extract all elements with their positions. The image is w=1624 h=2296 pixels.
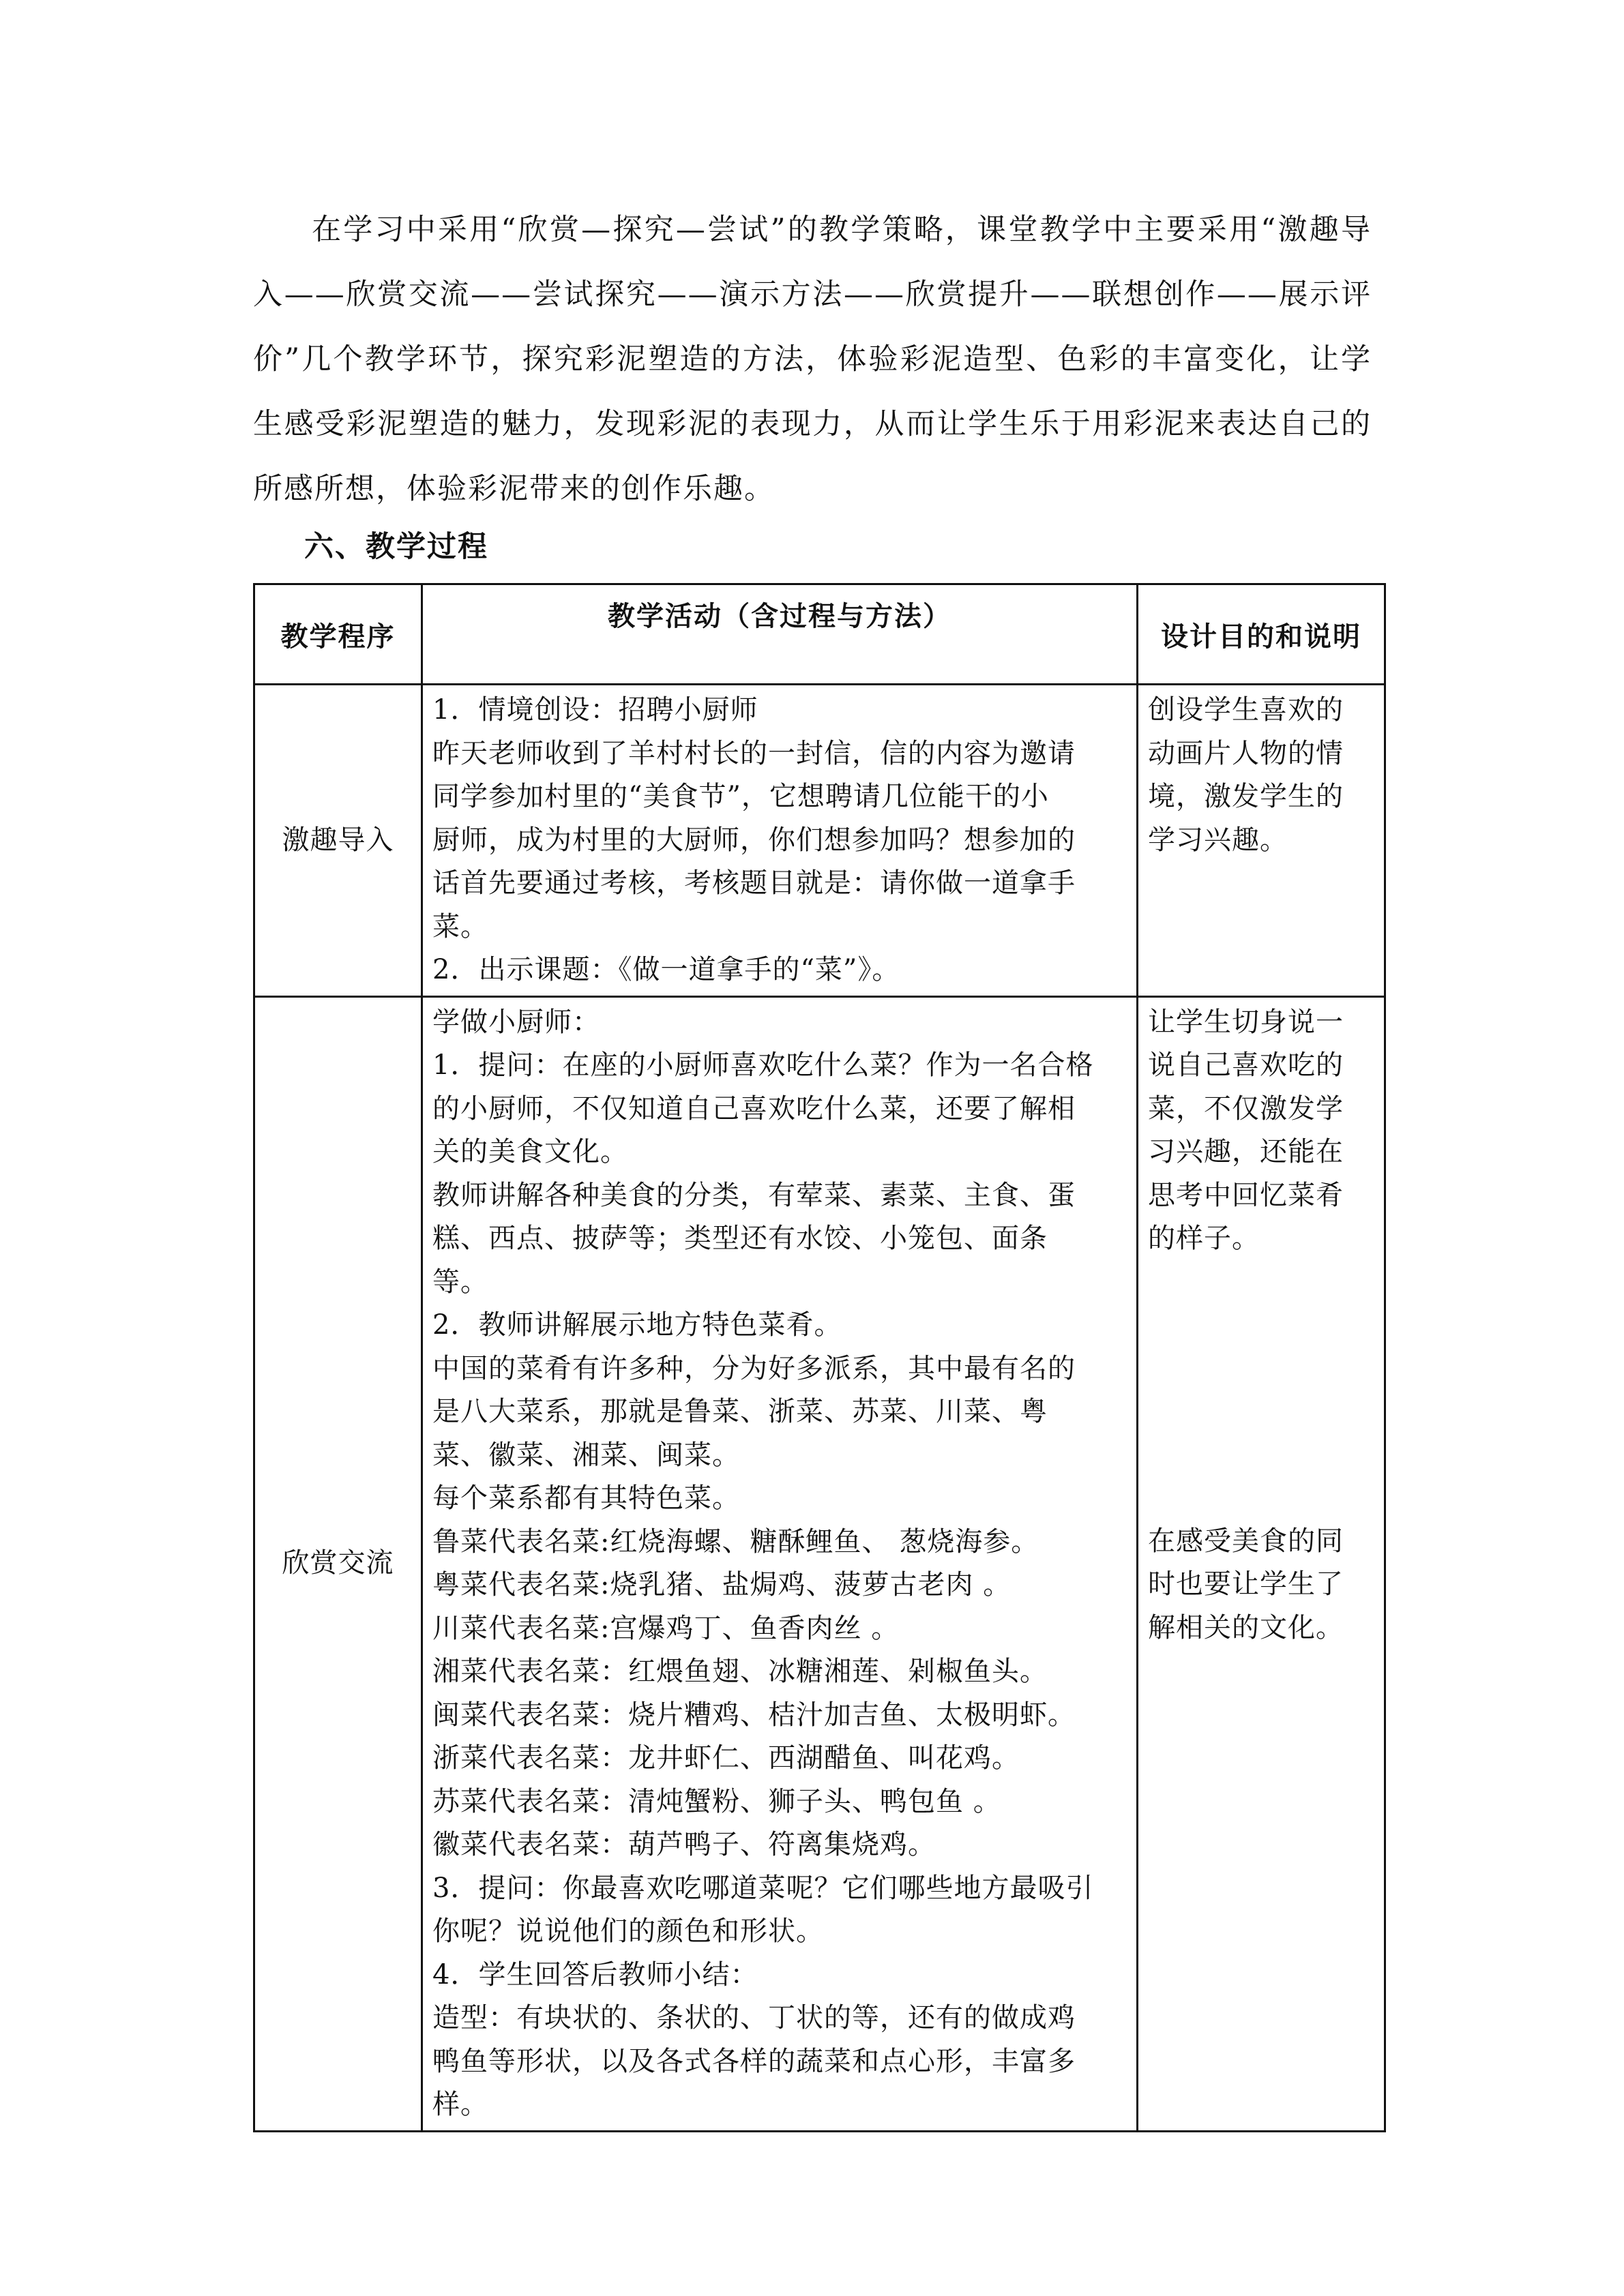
purpose-cell [1138, 996, 1385, 2131]
activity-line: 菜、徽菜、湘菜、闽菜。 [432, 1439, 740, 1471]
activity-line: 鲁菜代表名菜:红烧海螺、糖酥鲤鱼、 葱烧海参。 [432, 1525, 1039, 1557]
header-purpose: 设计目的和说明 [1138, 584, 1385, 685]
table-header-row [254, 584, 1385, 685]
purpose-line: 解相关的文化。 [1148, 1611, 1344, 1643]
activity-line: 糕、西点、披萨等；类型还有水饺、小笼包、面条 [432, 1223, 1048, 1254]
activity-line: 徽菜代表名菜：葫芦鸭子、符离集烧鸡。 [432, 1829, 936, 1860]
activity-line: 是八大菜系，那就是鲁菜、浙菜、苏菜、川菜、粤 [432, 1396, 1048, 1427]
table-row [254, 685, 1385, 997]
activity-line: 你呢？说说他们的颜色和形状。 [432, 1915, 824, 1947]
activity-line: 昨天老师收到了羊村村长的一封信，信的内容为邀请 [432, 737, 1076, 769]
purpose-line: 时也要让学生了 [1148, 1568, 1344, 1600]
header-activity: 教学活动（含过程与方法） [422, 584, 1138, 685]
activity-line: 菜。 [432, 910, 488, 942]
activity-line: 湘菜代表名菜：红煨鱼翅、冰糖湘莲、剁椒鱼头。 [432, 1656, 1048, 1687]
activity-cell [422, 685, 1138, 997]
activity-line: 同学参加村里的“美食节”，它想聘请几位能干的小 [432, 781, 1049, 812]
purpose-line: 思考中回忆菜肴 [1148, 1179, 1344, 1211]
purpose-line: 在感受美食的同 [1148, 1525, 1344, 1557]
activity-line: 苏菜代表名菜：清炖蟹粉、狮子头、鸭包鱼 。 [432, 1785, 1001, 1817]
activity-line: 粤菜代表名菜:烧乳猪、盐焗鸡、菠萝古老肉 。 [432, 1569, 1012, 1600]
activity-cell [422, 996, 1138, 2131]
activity-line: 2．教师讲解展示地方特色菜肴。 [432, 1309, 842, 1341]
activity-line: 3．提问：你最喜欢吃哪道菜呢？它们哪些地方最吸引 [432, 1872, 1094, 1904]
purpose-line: 学习兴趣。 [1148, 824, 1288, 856]
activity-line: 川菜代表名菜:宫爆鸡丁、鱼香肉丝 。 [432, 1612, 900, 1644]
activity-line: 样。 [432, 2089, 488, 2120]
activity-line: 1．情境创设：招聘小厨师 [432, 694, 758, 726]
purpose-line: 习兴趣，还能在 [1148, 1136, 1344, 1167]
intro-paragraph: 在学习中采用“欣赏—探究—尝试”的教学策略，课堂教学中主要采用“激趣导入——欣赏交流——尝试探究——演示方法——欣赏提升——联想创作——展示评价”几个教学环节，探究彩泥塑造的方法，体验彩泥造型、色彩的丰富变化，让学生感受彩泥塑造的魅力，发现彩泥的表现力，从而让学生乐于用彩泥来表达自己的所感所想，体验彩泥带来的创作乐趣。 [253, 213, 1372, 506]
purpose-line: 创设学生喜欢的 [1148, 694, 1344, 726]
activity-line: 话首先要通过考核，考核题目就是：请你做一道拿手 [432, 867, 1076, 899]
purpose-spacer [1148, 1261, 1374, 1520]
activity-line: 关的美食文化。 [432, 1136, 628, 1167]
table-row [254, 996, 1385, 2131]
purpose-line: 动画片人物的情 [1148, 737, 1344, 769]
activity-line: 的小厨师，不仅知道自己喜欢吃什么菜，还要了解相 [432, 1092, 1076, 1124]
activity-line: 闽菜代表名菜：烧片糟鸡、桔汁加吉鱼、太极明虾。 [432, 1699, 1076, 1731]
activity-line: 每个菜系都有其特色菜。 [432, 1482, 740, 1514]
activity-line: 学做小厨师： [432, 1006, 600, 1038]
stage-cell: 激趣导入 [254, 685, 422, 997]
activity-line: 鸭鱼等形状，以及各式各样的蔬菜和点心形，丰富多 [432, 2045, 1076, 2077]
activity-line: 造型：有块状的、条状的、丁状的等，还有的做成鸡 [432, 2002, 1076, 2033]
activity-line: 4．学生回答后教师小结： [432, 1958, 758, 1991]
activity-line: 教师讲解各种美食的分类，有荤菜、素菜、主食、蛋 [432, 1179, 1076, 1211]
activity-line: 浙菜代表名菜：龙井虾仁、西湖醋鱼、叫花鸡。 [432, 1742, 1020, 1774]
purpose-line: 的样子。 [1148, 1223, 1260, 1254]
purpose-line: 菜，不仅激发学 [1148, 1092, 1344, 1124]
purpose-line: 说自己喜欢吃的 [1148, 1049, 1344, 1081]
header-stage: 教学程序 [254, 584, 422, 685]
teaching-process-table [253, 583, 1386, 2132]
activity-line: 1．提问：在座的小厨师喜欢吃什么菜？作为一名合格 [432, 1049, 1094, 1081]
activity-line: 等。 [432, 1266, 488, 1298]
purpose-line: 境，激发学生的 [1148, 781, 1344, 812]
section-heading: 六、教学过程 [304, 530, 488, 564]
stage-cell: 欣赏交流 [254, 996, 422, 2131]
activity-line: 厨师，成为村里的大厨师，你们想参加吗？想参加的 [432, 824, 1076, 856]
activity-line: 2．出示课题：《做一道拿手的“菜”》。 [432, 954, 900, 985]
purpose-line: 让学生切身说一 [1148, 1006, 1344, 1038]
activity-line: 中国的菜肴有许多种，分为好多派系，其中最有名的 [432, 1352, 1076, 1384]
purpose-cell [1138, 685, 1385, 997]
